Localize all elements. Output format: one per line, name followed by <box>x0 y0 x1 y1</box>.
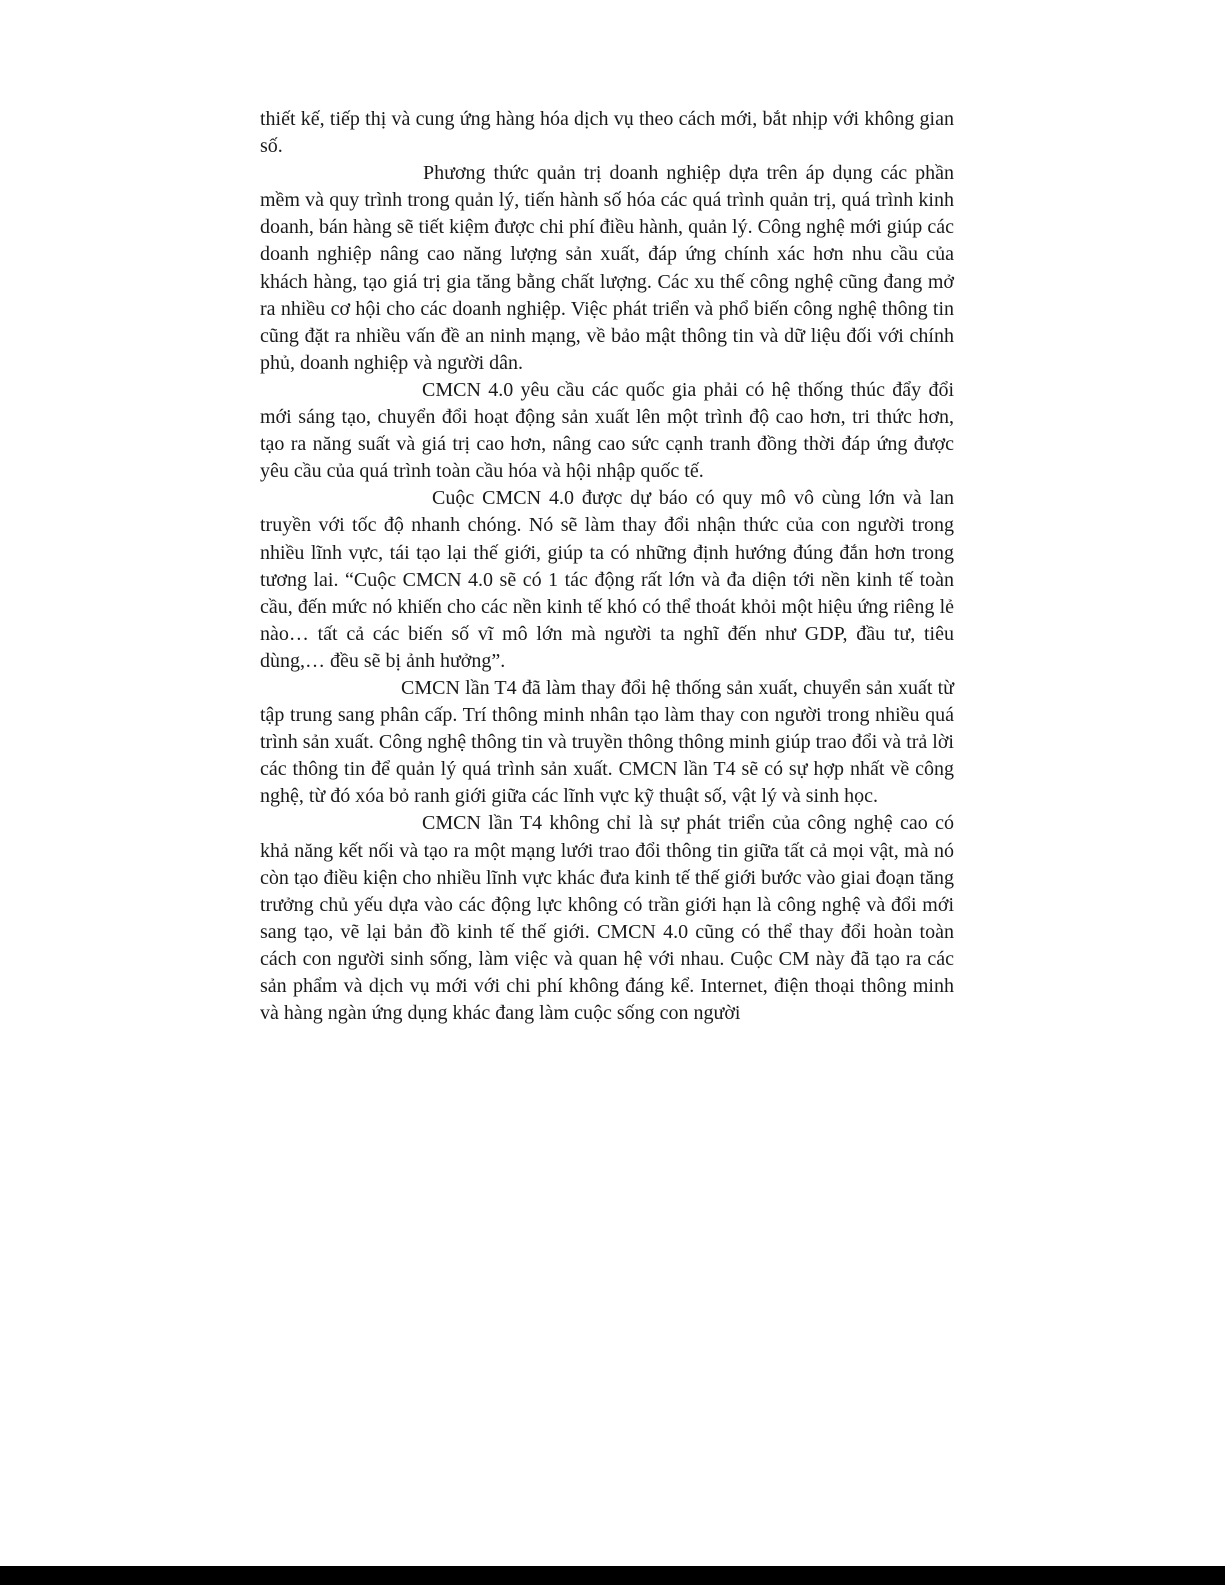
body-text <box>260 106 954 1027</box>
paragraph-continuation: thiết kế, tiếp thị và cung ứng hàng hóa dịch vụ theo cách mới, bắt nhịp với không gian số. <box>260 108 954 158</box>
paragraph-cmcn-requirements: CMCN 4.0 yêu cầu các quốc gia phải có hệ thống thúc đẩy đổi mới sáng tạo, chuyển đổi hoạt động sản xuất lên một trình độ cao hơn, tri thức hơn, tạo ra năng suất và giá trị cao hơn, nâng cao sức cạnh tranh đồng thời đáp ứng được yêu cầu của quá trình toàn cầu hóa và hội nhập quốc tế. <box>260 378 954 483</box>
bottom-border <box>0 1566 1225 1585</box>
paragraph-management-methods: Phương thức quản trị doanh nghiệp dựa trên áp dụng các phần mềm và quy trình trong quản lý, tiến hành số hóa các quá trình quản trị, quá trình kinh doanh, bán hàng sẽ tiết kiệm được chi phí điều hành, quản lý. Công nghệ mới giúp các doanh nghiệp nâng cao năng lượng sản xuất, đáp ứng chính xác hơn nhu cầu của khách hàng, tạo giá trị gia tăng bằng chất lượng. Các xu thế công nghệ cũng đang mở ra nhiều cơ hội cho các doanh nghiệp. Việc phát triển và phổ biến công nghệ thông tin cũng đặt ra nhiều vấn đề an ninh mạng, về bảo mật thông tin và dữ liệu đối với chính phủ, doanh nghiệp và người dân. <box>260 162 954 374</box>
paragraph-production-change: CMCN lần T4 đã làm thay đổi hệ thống sản xuất, chuyển sản xuất từ tập trung sang phân cấp. Trí thông minh nhân tạo làm thay con người trong nhiều quá trình sản xuất. Công nghệ thông tin và truyền thông thông minh giúp trao đổi và trả lời các thông tin để quản lý quá trình sản xuất. CMCN lần T4 sẽ có sự hợp nhất về công nghệ, từ đó xóa bỏ ranh giới giữa các lĩnh vực kỹ thuật số, vật lý và sinh học. <box>260 676 954 808</box>
paragraph-technology-development: CMCN lần T4 không chỉ là sự phát triển của công nghệ cao có khả năng kết nối và tạo ra một mạng lưới trao đổi thông tin giữa tất cả mọi vật, mà nó còn tạo điều kiện cho nhiều lĩnh vực khác đưa kinh tế thế giới bước vào giai đoạn tăng trưởng chủ yếu dựa vào các động lực không có trần giới hạn là công nghệ và đổi mới sang tạo, vẽ lại bản đồ kinh tế thế giới. CMCN 4.0 cũng có thể thay đổi hoàn toàn cách con người sinh sống, làm việc và quan hệ với nhau. Cuộc CM này đã tạo ra các sản phẩm và dịch vụ mới với chi phí không đáng kể. Internet, điện thoại thông minh và hàng ngàn ứng dụng khác đang làm cuộc sống con người <box>260 812 954 1025</box>
paragraph-cmcn-forecast: Cuộc CMCN 4.0 được dự báo có quy mô vô cùng lớn và lan truyền với tốc độ nhanh chóng. Nó sẽ làm thay đổi nhận thức của con người trong nhiều lĩnh vực, tái tạo lại thế giới, giúp ta có những định hướng đúng đắn hơn trong tương lai. “Cuộc CMCN 4.0 sẽ có 1 tác động rất lớn và đa diện tới nền kinh tế toàn cầu, đến mức nó khiến cho các nền kinh tế khó có thể thoát khỏi một hiệu ứng riêng lẻ nào… tất cả các biến số vĩ mô lớn mà người ta nghĩ đến như GDP, đầu tư, tiêu dùng,… đều sẽ bị ảnh hưởng”. <box>260 487 954 672</box>
